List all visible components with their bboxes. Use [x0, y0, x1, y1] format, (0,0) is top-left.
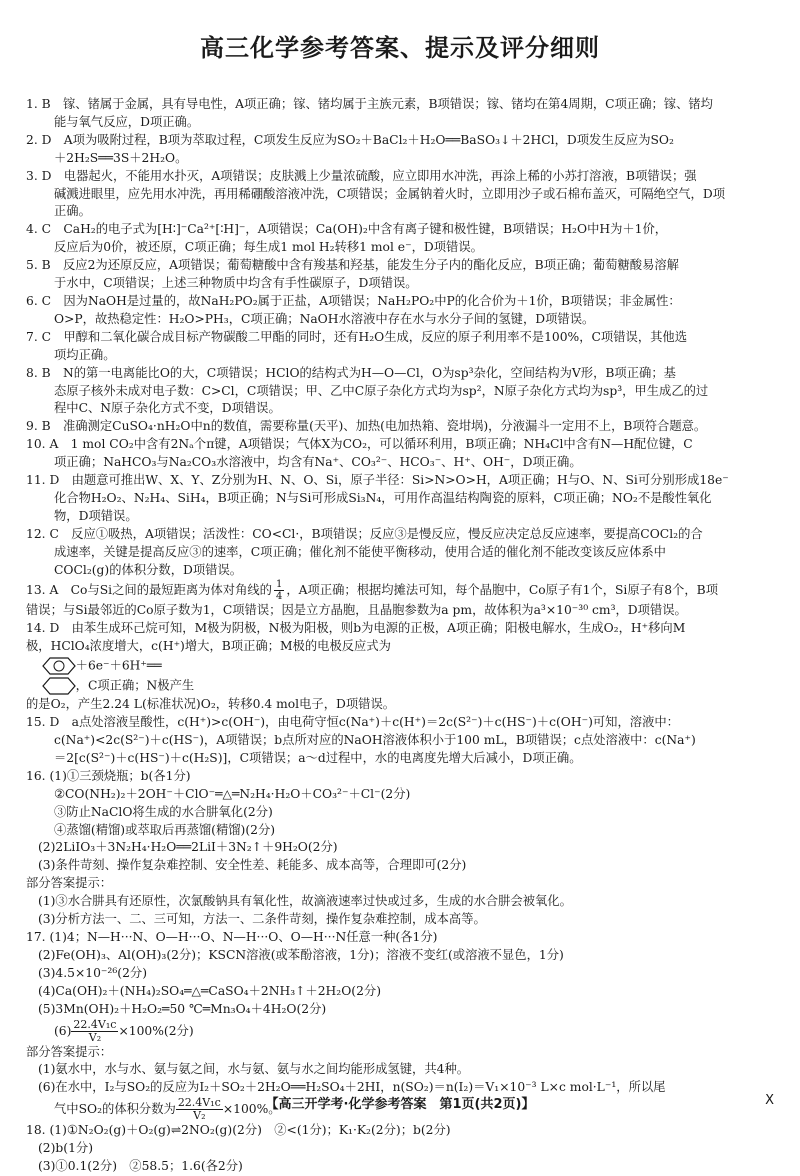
answer-17-6: (6) $\frac{\text{22.4V₁c}}{\text{V₂}}$ ×100%(2分) — [54, 1017, 194, 1044]
answer-line: 2. D A项为吸附过程，B项为萃取过程，C项发生反应为SO₂＋BaCl₂＋H₂O══BaSO₃↓＋2HCl，D项发生反应为SO₂ — [26, 132, 674, 147]
answer-line: 1. B 镓、锗属于金属，具有导电性，A项正确；镓、锗均属于主族元素，B项错误；镓、锗均在第4周期，C项正确；镓、锗均 — [26, 97, 713, 111]
answer-line: (2)2LiIO₃＋3N₂H₄·H₂O══2LiI＋3N₂↑＋9H₂O(2分) — [38, 840, 338, 855]
answer-line: 9. B 准确测定CuSO₄·nH₂O中n的数值，需要称量(天平)、加热(电加热箱、瓷坩埚)，分液漏斗一定用不上，B项符合题意。 — [26, 419, 707, 434]
answer-14-line: 极，HClO₄浓度增大，c(H⁺)增大，B项正确；M极的电极反应式为 ＋6e⁻＋6H⁺══ ，C项正确；N极产生 — [26, 638, 778, 696]
answer-line: 11. D 由题意可推出W、X、Y、Z分别为H、N、O、Si，原子半径：Si>N>O>H，A项正确；H与O、N、Si可分别形成18e⁻ — [26, 473, 729, 488]
answer-line: 6. C 因为NaOH是过量的，故NaH₂PO₂属于正盐，A项错误；NaH₂PO₂中P的化合价为＋1价，B项错误；非金属性： — [26, 293, 681, 308]
answer-line: O>P，故热稳定性：H₂O>PH₃，C项正确；NaOH水溶液中存在水与水分子间的氢键，D项错误。 — [54, 311, 595, 326]
answer-line: 程中C、N原子杂化方式不变，D项错误。 — [54, 401, 281, 416]
answer-line: 项均正确。 — [54, 347, 116, 362]
answer-line: 碱溅进眼里，应先用水冲洗，再用稀硼酸溶液冲洗，C项错误；金属钠着火时，立即用沙子或石棉布盖灭，可隔绝空气，D项 — [54, 186, 726, 201]
answer-line: (1)氨水中，水与水、氨与氨之间，水与氨、氨与水之间均能形成氢键，共4种。 — [38, 1062, 470, 1077]
answer-17-hints — [26, 1044, 778, 1098]
answer-line: ④蒸馏(精馏)或萃取后再蒸馏(精馏)(2分) — [54, 822, 276, 837]
answer-line: 3. D 电器起火，不能用水扑灭，A项错误；皮肤溅上少量浓硫酸，应立即用水冲洗，再涂上稀的小苏打溶液，B项错误；强 — [26, 168, 697, 183]
answer-13-line: 13. A Co与Si之间的最短距离为体对角线的 $\frac{1}{4}$ ，A项正确；根据均摊法可知，每个晶胞中，Co原子有1个，Si原子有8个，B项 — [26, 579, 718, 603]
answer-line: (3)①0.1(2分) ②58.5；1.6(各2分) — [38, 1159, 243, 1174]
answer-line: 化合物H₂O₂、N₂H₄、SiH₄，B项正确；N与Si可形成Si₃N₄，可用作高温结构陶瓷的原料，C项正确；NO₂不是酸性氧化 — [54, 490, 712, 505]
answer-line: ③防止NaClO将生成的水合肼氧化(2分) — [54, 804, 273, 819]
cyclohexane-ring-icon — [42, 676, 76, 696]
answer-line: 反应后为0价，被还原，C项正确；每生成1 mol H₂转移1 mol e⁻，D项错误。 — [54, 240, 483, 255]
answer-line: 5. B 反应2为还原反应，A项错误；葡萄糖酸中含有羧基和羟基，能发生分子内的酯化反应，B项正确；葡萄糖酸易溶解 — [26, 258, 679, 273]
answer-body — [26, 96, 778, 1176]
page-footer: 【高三开学考·化学参考答案 第1页(共2页)】 — [265, 1097, 535, 1112]
answer-line: 15. D a点处溶液呈酸性，c(H⁺)>c(OH⁻)，由电荷守恒c(Na⁺)＋c(H⁺)＝2c(S²⁻)＋c(HS⁻)＋c(OH⁻)可知，溶液中： — [26, 715, 679, 730]
answers-1-12 — [26, 96, 778, 579]
answer-line: 于水中，C项错误；上述三种物质中均含有手性碳原子，D项错误。 — [54, 276, 418, 291]
footer-mark: X — [765, 1093, 774, 1108]
benzene-ring-icon — [42, 656, 76, 676]
answer-line: (3)条件苛刻、操作复杂难控制、安全性差、耗能多、成本高等，合理即可(2分) — [38, 858, 467, 873]
answer-14-line: 的是O₂，产生2.24 L(标准状况)O₂，转移0.4 mol电子，D项错误。 — [26, 697, 396, 712]
answer-line: (2)Fe(OH)₃、Al(OH)₃(2分)；KSCN溶液(或苯酚溶液，1分)；溶液不变红(或溶液不显色，1分) — [38, 947, 564, 962]
answer-line: ＋2H₂S══3S＋2H₂O。 — [54, 150, 188, 165]
answer-line: 18. (1)①N₂O₂(g)＋O₂(g)⇌2NO₂(g)(2分) ②<(1分)；K₁·K₂(2分)；b(2分) — [26, 1123, 451, 1138]
answer-line: COCl₂(g)的体积分数，D项错误。 — [54, 562, 243, 577]
answer-line: c(Na⁺)<2c(S²⁻)＋c(HS⁻)，A项错误；b点所对应的NaOH溶液体积小于100 mL，B项错误；c点处溶液中：c(Na⁺) — [54, 733, 696, 747]
answer-line: ＝2[c(S²⁻)＋c(HS⁻)＋c(H₂S)]，C项错误；a～d过程中，水的电离度先增大后减小，D项正确。 — [54, 750, 582, 765]
answers-15-16 — [26, 714, 778, 786]
answer-line: (6)在水中，I₂与SO₂的反应为I₂＋SO₂＋2H₂O══H₂SO₄＋2HI，n(SO₂)＝n(I₂)＝V₁×10⁻³ L×c mol·L⁻¹，所以尾 — [38, 1080, 666, 1095]
answer-line: 4. C CaH₂的电子式为[H∶]⁻Ca²⁺[∶H]⁻，A项错误；Ca(OH)₂中含有离子键和极性键，B项错误；H₂O中H为＋1价， — [26, 222, 668, 237]
answer-16-subparts — [26, 786, 778, 840]
answer-line: 成速率，关键是提高反应③的速率，C项正确；催化剂不能使平衡移动，使用合适的催化剂不能改变该反应体系中 — [54, 544, 666, 559]
answer-line: 12. C 反应①吸热，A项错误；活泼性：CO<Cl·，B项错误；反应③是慢反应，慢反应决定总反应速率，要提高COCl₂的合 — [26, 526, 703, 541]
answer-line: 17. (1)4；N—H···N、O—H···O、N—H···O、O—H···N任意一种(各1分) — [26, 929, 438, 944]
answer-line: 项正确；NaHCO₃与Na₂CO₃水溶液中，均含有Na⁺、CO₃²⁻、HCO₃⁻、H⁺、OH⁻，D项正确。 — [54, 455, 582, 470]
page-title: 高三化学参考答案、提示及评分细则 — [200, 34, 600, 62]
answer-line: (2)b(1分) — [38, 1141, 94, 1156]
answer-line: (4)Ca(OH)₂＋(NH₄)₂SO₄═△═CaSO₄＋2NH₃↑＋2H₂O(2分) — [38, 983, 382, 998]
answer-line: ②CO(NH₂)₂＋2OH⁻＋ClO⁻═△═N₂H₄·H₂O＋CO₃²⁻＋Cl⁻(2分) — [54, 786, 411, 801]
answer-line: 物，D项错误。 — [54, 508, 138, 523]
answer-line: 部分答案提示： — [26, 1044, 113, 1059]
answer-line: 态原子核外未成对电子数：C>Cl，C项错误；甲、乙中C原子杂化方式均为sp²，N原子杂化方式均为sp³，甲生成乙的过 — [54, 383, 709, 398]
answer-line: 8. B N的第一电离能比O的大，C项错误；HClO的结构式为H—O—Cl，O为sp³杂化，空间结构为V形，B项正确；基 — [26, 365, 676, 380]
answer-line: (3)4.5×10⁻²⁶(2分) — [38, 965, 147, 980]
answer-line: 能与氧气反应，D项正确。 — [54, 114, 200, 129]
answer-17-6-hint: 气中SO₂的体积分数为 $\frac{\text{22.4V₁c}}{\text{V₂}}$ ×100%。 — [54, 1096, 281, 1123]
answer-line: (3)分析方法一、二、三可知，方法一、二条件苛刻，操作复杂难控制，成本高等。 — [38, 912, 486, 927]
answers-16-17 — [26, 839, 778, 1018]
answer-13-line: 错误；与Si最邻近的Co原子数为1，C项错误；因是立方晶胞，且晶胞参数为a pm，故体积为a³×10⁻³⁰ cm³，D项错误。 — [26, 603, 687, 618]
answer-line: 10. A 1 mol CO₂中含有2Nₐ个π键，A项错误；气体X为CO₂，可以循环利用，B项正确；NH₄Cl中含有N—H配位键，C — [26, 437, 693, 452]
answer-18 — [26, 1122, 778, 1176]
answer-line: 正确。 — [54, 204, 91, 219]
answer-line: (5)3Mn(OH)₂＋H₂O₂═50 ℃═Mn₃O₄＋4H₂O(2分) — [38, 1001, 327, 1016]
answer-line: 16. (1)①三颈烧瓶；b(各1分) — [26, 768, 191, 783]
fraction-one-quarter: $\frac{1}{4}$ — [275, 579, 283, 603]
answer-14-line: 14. D 由苯生成环己烷可知，M极为阴极，N极为阳极，则b为电源的正极，A项正确；阳极电解水，生成O₂，H⁺移向M — [26, 621, 686, 636]
answer-line: (1)③水合肼具有还原性，次氯酸钠具有氧化性，故滴液速率过快或过多，生成的水合肼会被氧化。 — [38, 894, 572, 909]
answer-line: 7. C 甲醇和二氧化碳合成目标产物碳酸二甲酯的同时，还有H₂O生成，反应的原子利用率不是100%，C项错误，其他选 — [26, 329, 688, 344]
answer-line: 部分答案提示： — [26, 876, 113, 891]
